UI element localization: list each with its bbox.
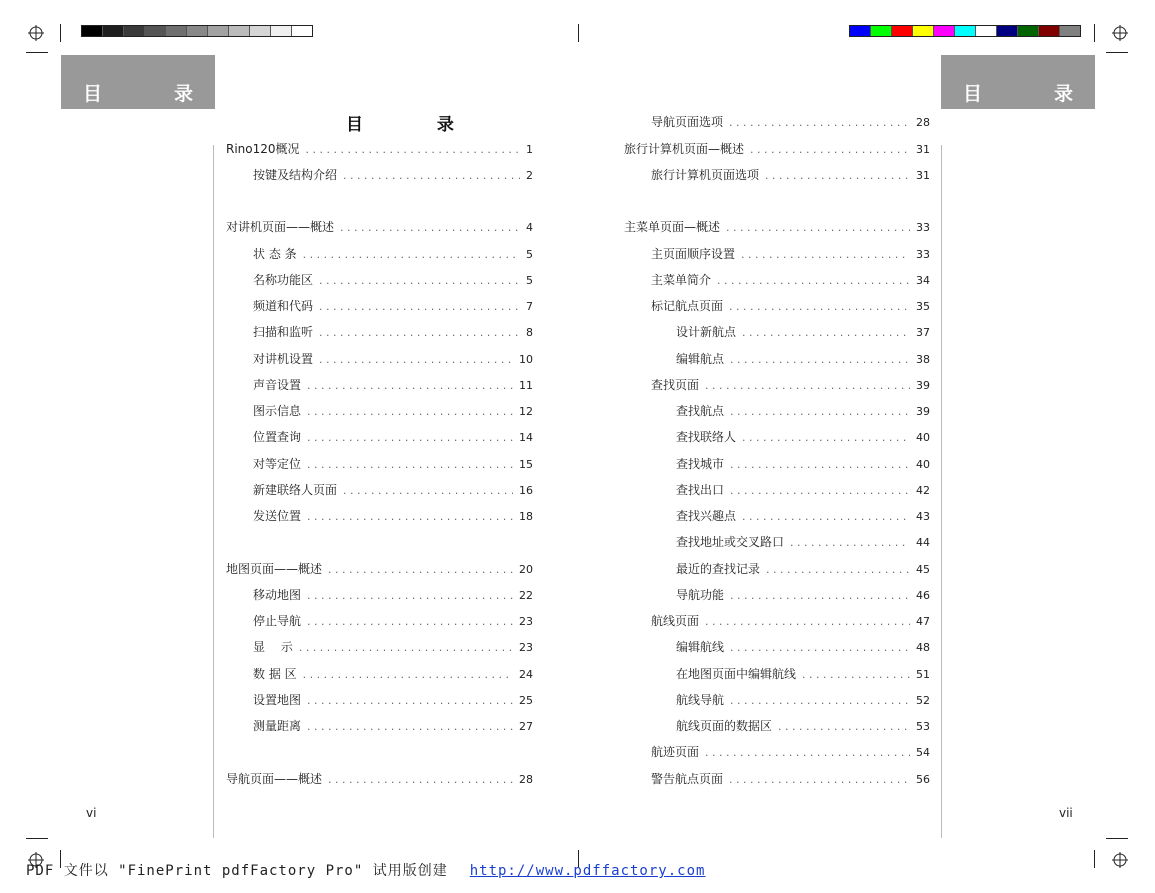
color-swatch xyxy=(250,26,271,36)
toc-leader-dots xyxy=(319,272,520,290)
toc-leader-dots xyxy=(328,771,513,789)
toc-entry[interactable] xyxy=(226,770,533,788)
color-swatch xyxy=(292,26,312,36)
toc-entry-label: 扫描和监听 xyxy=(253,325,314,339)
toc-entry-page: 39 xyxy=(916,405,930,418)
toc-entry-page: 2 xyxy=(526,169,533,182)
toc-entry-page: 8 xyxy=(526,326,533,339)
toc-entry-page: 37 xyxy=(916,326,930,339)
color-swatch xyxy=(955,26,976,36)
color-swatch xyxy=(871,26,892,36)
toc-entry-label: 编辑航线 xyxy=(676,640,725,654)
toc-entry-label: 旅行计算机页面—概述 xyxy=(624,142,745,156)
header-char: 录 xyxy=(1053,83,1073,105)
toc-entry-label: 警告航点页面 xyxy=(651,772,724,786)
toc-leader-dots xyxy=(730,456,910,474)
toc-entry[interactable] xyxy=(651,113,930,131)
registration-mark-icon xyxy=(1112,852,1128,868)
toc-entry[interactable] xyxy=(676,350,930,368)
toc-leader-dots xyxy=(307,508,513,526)
toc-entry-label: 查找联络人 xyxy=(676,430,737,444)
toc-entry-page: 12 xyxy=(519,405,533,418)
toc-leader-dots xyxy=(319,324,520,342)
toc-entry-page: 39 xyxy=(916,379,930,392)
color-swatch xyxy=(145,26,166,36)
toc-entry[interactable] xyxy=(676,402,930,420)
toc-entry-label: 新建联络人页面 xyxy=(253,483,338,497)
toc-entry[interactable] xyxy=(253,481,533,499)
toc-entry[interactable] xyxy=(676,507,930,525)
toc-leader-dots xyxy=(730,403,910,421)
toc-entry-page: 54 xyxy=(916,746,930,759)
toc-entry-label: 主页面顺序设置 xyxy=(651,247,736,261)
toc-entry[interactable] xyxy=(253,665,533,683)
toc-leader-dots xyxy=(730,692,910,710)
toc-leader-dots xyxy=(303,246,520,264)
right-page-divider xyxy=(941,145,942,838)
toc-leader-dots xyxy=(730,482,910,500)
toc-entry-page: 51 xyxy=(916,668,930,681)
color-swatch xyxy=(166,26,187,36)
toc-entry-page: 42 xyxy=(916,484,930,497)
color-swatch xyxy=(892,26,913,36)
toc-entry-page: 28 xyxy=(519,773,533,786)
toc-entry-label: Rino120概况 xyxy=(226,142,300,156)
toc-leader-dots xyxy=(730,351,910,369)
toc-entry-page: 7 xyxy=(526,300,533,313)
toc-leader-dots xyxy=(717,272,910,290)
toc-leader-dots xyxy=(307,692,513,710)
toc-leader-dots xyxy=(790,534,910,552)
color-swatch xyxy=(82,26,103,36)
color-swatch xyxy=(229,26,250,36)
toc-entry-label: 设计新航点 xyxy=(676,325,737,339)
toc-entry-label: 图示信息 xyxy=(253,404,302,418)
toc-entry[interactable] xyxy=(624,218,930,236)
toc-entry[interactable] xyxy=(651,297,930,315)
toc-entry-page: 52 xyxy=(916,694,930,707)
toc-entry-label: 地图页面——概述 xyxy=(226,562,323,576)
toc-leader-dots xyxy=(307,377,513,395)
toc-leader-dots xyxy=(742,508,910,526)
page-number-left: vi xyxy=(86,806,97,820)
toc-entry-page: 48 xyxy=(916,641,930,654)
color-swatch xyxy=(187,26,208,36)
toc-entry[interactable] xyxy=(651,376,930,394)
toc-entry-label: 数 据 区 xyxy=(253,667,297,681)
toc-leader-dots xyxy=(729,298,910,316)
toc-entry[interactable] xyxy=(226,218,533,236)
toc-entry-page: 20 xyxy=(519,563,533,576)
toc-entry-page: 43 xyxy=(916,510,930,523)
toc-leader-dots xyxy=(299,639,513,657)
toc-entry-page: 33 xyxy=(916,248,930,261)
footer-text: PDF 文件以 "FinePrint pdfFactory Pro" 试用版创建 xyxy=(26,863,448,879)
toc-entry-page: 22 xyxy=(519,589,533,602)
color-swatch xyxy=(271,26,292,36)
toc-entry[interactable] xyxy=(676,455,930,473)
toc-entry-page: 18 xyxy=(519,510,533,523)
toc-entry-label: 设置地图 xyxy=(253,693,302,707)
toc-leader-dots xyxy=(307,429,513,447)
toc-entry[interactable] xyxy=(253,612,533,630)
toc-leader-dots xyxy=(729,114,910,132)
toc-leader-dots xyxy=(730,587,910,605)
toc-entry-label: 测量距离 xyxy=(253,719,302,733)
toc-entry[interactable] xyxy=(651,612,930,630)
toc-leader-dots xyxy=(705,613,910,631)
toc-entry[interactable] xyxy=(676,428,930,446)
toc-entry[interactable] xyxy=(253,166,533,184)
toc-entry-label: 导航功能 xyxy=(676,588,725,602)
toc-entry[interactable] xyxy=(676,691,930,709)
toc-entry-page: 5 xyxy=(526,248,533,261)
toc-leader-dots xyxy=(307,403,513,421)
toc-entry-page: 11 xyxy=(519,379,533,392)
toc-entry-label: 主菜单页面—概述 xyxy=(624,220,721,234)
toc-leader-dots xyxy=(750,141,910,159)
toc-entry[interactable] xyxy=(676,560,930,578)
toc-entry-page: 38 xyxy=(916,353,930,366)
toc-leader-dots xyxy=(343,167,520,185)
toc-entry[interactable] xyxy=(253,428,533,446)
toc-entry-label: 查找地址或交叉路口 xyxy=(676,535,785,549)
left-header-tab xyxy=(61,55,215,109)
toc-entry-page: 15 xyxy=(519,458,533,471)
footer-link[interactable]: http://www.pdffactory.com xyxy=(469,863,706,879)
toc-entry[interactable] xyxy=(676,717,930,735)
toc-entry-label: 发送位置 xyxy=(253,509,302,523)
toc-entry-label: 旅行计算机页面选项 xyxy=(651,168,760,182)
toc-entry[interactable] xyxy=(651,770,930,788)
toc-entry-label: 航线页面 xyxy=(651,614,700,628)
pdf-footer xyxy=(26,860,705,880)
color-swatch xyxy=(997,26,1018,36)
toc-leader-dots xyxy=(730,639,910,657)
color-swatch xyxy=(1039,26,1060,36)
color-swatch xyxy=(208,26,229,36)
toc-entry-page: 46 xyxy=(916,589,930,602)
toc-entry[interactable] xyxy=(253,455,533,473)
toc-entry-page: 1 xyxy=(526,143,533,156)
toc-entry[interactable] xyxy=(651,245,930,263)
toc-entry-label: 按键及结构介绍 xyxy=(253,168,338,182)
color-swatch xyxy=(124,26,145,36)
toc-leader-dots xyxy=(307,587,513,605)
page-number-right: vii xyxy=(1059,806,1073,820)
toc-entry-page: 24 xyxy=(519,668,533,681)
toc-leader-dots xyxy=(802,666,910,684)
color-swatch xyxy=(103,26,124,36)
color-swatch xyxy=(1060,26,1080,36)
toc-entry-page: 53 xyxy=(916,720,930,733)
toc-leader-dots xyxy=(343,482,513,500)
toc-entry-label: 航线导航 xyxy=(676,693,725,707)
toc-leader-dots xyxy=(306,141,520,159)
registration-mark-icon xyxy=(28,25,44,41)
toc-entry[interactable] xyxy=(253,717,533,735)
toc-entry-label: 对讲机页面——概述 xyxy=(226,220,335,234)
header-char: 目 xyxy=(83,83,103,105)
toc-entry[interactable] xyxy=(651,166,930,184)
toc-leader-dots xyxy=(778,718,910,736)
toc-entry-page: 23 xyxy=(519,641,533,654)
toc-entry[interactable] xyxy=(253,350,533,368)
toc-entry-label: 标记航点页面 xyxy=(651,299,724,313)
toc-entry-page: 10 xyxy=(519,353,533,366)
toc-leader-dots xyxy=(307,456,513,474)
header-char: 目 xyxy=(963,83,983,105)
toc-leader-dots xyxy=(726,219,910,237)
toc-entry-page: 44 xyxy=(916,536,930,549)
toc-entry-page: 34 xyxy=(916,274,930,287)
toc-entry-label: 移动地图 xyxy=(253,588,302,602)
toc-entry-page: 40 xyxy=(916,431,930,444)
color-swatch xyxy=(934,26,955,36)
toc-entry-label: 航迹页面 xyxy=(651,745,700,759)
toc-entry-page: 56 xyxy=(916,773,930,786)
toc-entry-label: 编辑航点 xyxy=(676,352,725,366)
toc-title: 目 录 xyxy=(346,115,488,135)
right-header-tab xyxy=(941,55,1095,109)
toc-entry-label: 名称功能区 xyxy=(253,273,314,287)
toc-entry-label: 导航页面——概述 xyxy=(226,772,323,786)
toc-entry-page: 25 xyxy=(519,694,533,707)
registration-mark-icon xyxy=(1112,25,1128,41)
toc-entry[interactable] xyxy=(676,323,930,341)
toc-entry-page: 16 xyxy=(519,484,533,497)
toc-entry[interactable] xyxy=(253,245,533,263)
toc-entry-label: 最近的查找记录 xyxy=(676,562,761,576)
toc-entry[interactable] xyxy=(253,691,533,709)
color-swatch xyxy=(976,26,997,36)
toc-entry[interactable] xyxy=(253,376,533,394)
toc-entry[interactable] xyxy=(651,271,930,289)
toc-entry-label: 显 示 xyxy=(253,640,293,654)
toc-entry[interactable] xyxy=(253,323,533,341)
toc-entry[interactable] xyxy=(676,481,930,499)
toc-leader-dots xyxy=(307,718,513,736)
toc-leader-dots xyxy=(705,377,910,395)
toc-leader-dots xyxy=(319,351,513,369)
toc-leader-dots xyxy=(328,561,513,579)
toc-leader-dots xyxy=(729,771,910,789)
toc-entry-page: 40 xyxy=(916,458,930,471)
color-swatch xyxy=(1018,26,1039,36)
toc-entry-label: 查找城市 xyxy=(676,457,725,471)
toc-entry-label: 在地图页面中编辑航线 xyxy=(676,667,797,681)
toc-entry-label: 查找兴趣点 xyxy=(676,509,737,523)
toc-entry-label: 查找出口 xyxy=(676,483,725,497)
toc-entry-label: 查找航点 xyxy=(676,404,725,418)
toc-entry-label: 状 态 条 xyxy=(253,247,297,261)
toc-entry[interactable] xyxy=(676,586,930,604)
toc-entry-page: 31 xyxy=(916,143,930,156)
toc-entry[interactable] xyxy=(651,743,930,761)
toc-entry[interactable] xyxy=(226,140,533,158)
color-swatch xyxy=(913,26,934,36)
toc-entry-label: 主菜单简介 xyxy=(651,273,712,287)
toc-entry[interactable] xyxy=(676,665,930,683)
toc-entry[interactable] xyxy=(253,271,533,289)
toc-leader-dots xyxy=(705,744,910,762)
toc-entry[interactable] xyxy=(253,297,533,315)
toc-entry-page: 45 xyxy=(916,563,930,576)
toc-entry-page: 31 xyxy=(916,169,930,182)
left-page-divider xyxy=(213,145,214,838)
toc-leader-dots xyxy=(340,219,520,237)
toc-entry-label: 航线页面的数据区 xyxy=(676,719,773,733)
toc-leader-dots xyxy=(742,429,910,447)
grayscale-calibration-bar xyxy=(81,25,313,37)
toc-entry-page: 23 xyxy=(519,615,533,628)
toc-entry-page: 35 xyxy=(916,300,930,313)
toc-entry[interactable] xyxy=(253,638,533,656)
toc-entry[interactable] xyxy=(226,560,533,578)
header-char: 录 xyxy=(173,83,193,105)
toc-entry-label: 查找页面 xyxy=(651,378,700,392)
toc-entry[interactable] xyxy=(624,140,930,158)
toc-entry-page: 33 xyxy=(916,221,930,234)
color-calibration-bar xyxy=(849,25,1081,37)
toc-entry-label: 对讲机设置 xyxy=(253,352,314,366)
color-swatch xyxy=(850,26,871,36)
toc-leader-dots xyxy=(741,246,910,264)
toc-entry-label: 停止导航 xyxy=(253,614,302,628)
toc-entry-page: 28 xyxy=(916,116,930,129)
toc-entry-page: 27 xyxy=(519,720,533,733)
toc-leader-dots xyxy=(742,324,910,342)
toc-entry-label: 声音设置 xyxy=(253,378,302,392)
toc-leader-dots xyxy=(765,167,910,185)
toc-entry[interactable] xyxy=(253,507,533,525)
toc-leader-dots xyxy=(303,666,513,684)
toc-leader-dots xyxy=(307,613,513,631)
toc-entry[interactable] xyxy=(253,402,533,420)
toc-entry-page: 4 xyxy=(526,221,533,234)
toc-entry-label: 导航页面选项 xyxy=(651,115,724,129)
toc-entry-label: 对等定位 xyxy=(253,457,302,471)
toc-entry-page: 5 xyxy=(526,274,533,287)
toc-entry[interactable] xyxy=(676,638,930,656)
toc-entry-page: 47 xyxy=(916,615,930,628)
toc-leader-dots xyxy=(319,298,520,316)
toc-entry[interactable] xyxy=(253,586,533,604)
toc-entry-label: 频道和代码 xyxy=(253,299,314,313)
toc-entry-label: 位置查询 xyxy=(253,430,302,444)
toc-entry[interactable] xyxy=(676,533,930,551)
toc-entry-page: 14 xyxy=(519,431,533,444)
toc-leader-dots xyxy=(766,561,910,579)
